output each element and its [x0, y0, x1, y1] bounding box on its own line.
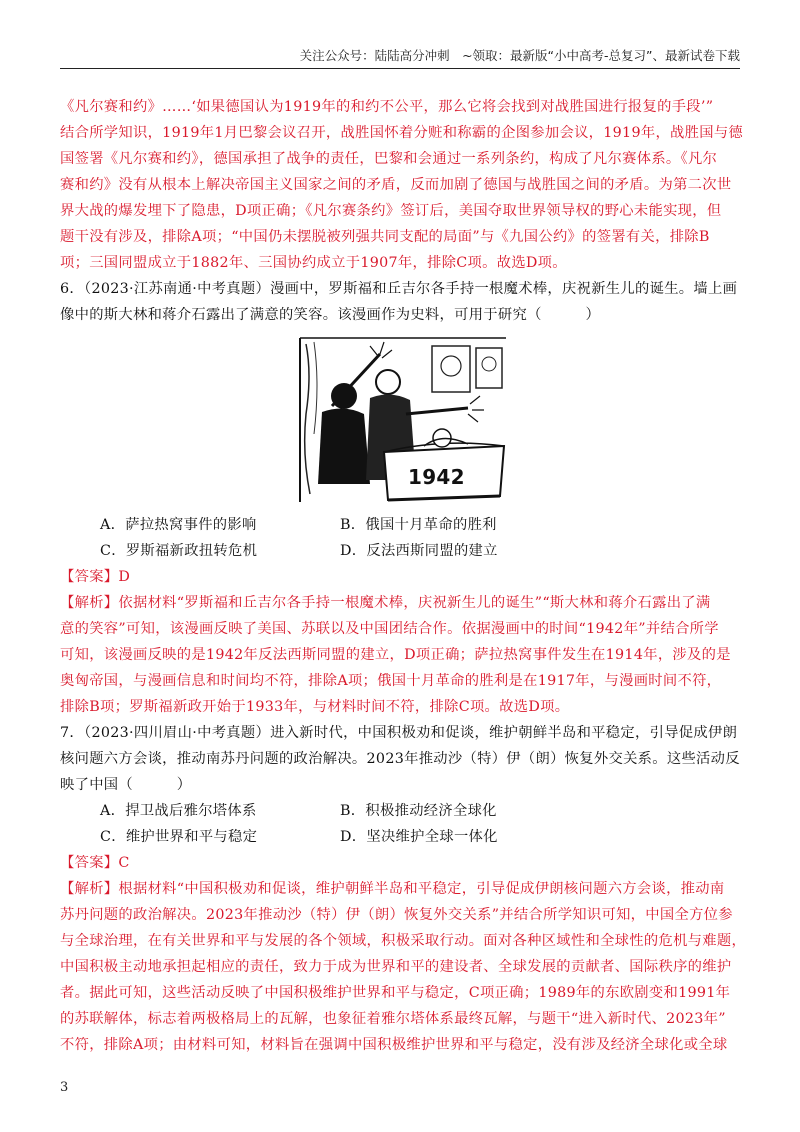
option-d[interactable]: D．反法西斯同盟的建立	[340, 543, 498, 559]
text-line: 《凡尔赛和约》……‘如果德国认为1919年的和约不公平，那么它将会找到对战胜国进行报复的手段’”	[60, 99, 714, 115]
question-stem-line: 像中的斯大林和蒋介石露出了满意的笑容。该漫画作为史料，可用于研究（ ）	[60, 307, 601, 323]
text-line: 结合所学知识，1919年1月巴黎会议召开，战胜国怀着分赃和称霸的企图参加会议，1919年，战胜国与德	[60, 125, 744, 141]
text-line: 意的笑容”可知，该漫画反映了美国、苏联以及中国团结合作。依据漫画中的时间“1942年”并结合所学	[60, 621, 719, 637]
cartoon-illustration	[292, 334, 510, 504]
analysis	[60, 590, 750, 720]
text-line: 项；三国同盟成立于1882年、三国协约成立于1907年，排除C项。故选D项。	[60, 255, 567, 271]
text-line: 排除B项；罗斯福新政开始于1933年，与材料时间不符，排除C项。故选D项。	[60, 699, 570, 715]
page-content	[60, 94, 750, 1058]
text-line: 奥匈帝国，与漫画信息和时间均不符，排除A项；俄国十月革命的胜利是在1917年，与漫画时间不符，	[60, 673, 722, 689]
analysis	[60, 876, 750, 1058]
page-header	[60, 46, 740, 69]
option-c[interactable]: C．维护世界和平与稳定	[100, 829, 258, 845]
option-c[interactable]: C．罗斯福新政扭转危机	[100, 543, 258, 559]
answer: 【答案】C	[60, 855, 130, 871]
page-number: 3	[60, 1080, 69, 1095]
text-line: 者。据此可知，这些活动反映了中国积极维护世界和平与稳定，C项正确；1989年的东欧剧变和1991年	[60, 985, 731, 1001]
question-6	[60, 276, 750, 720]
text-line: 苏丹问题的政治解决。2023年推动沙（特）伊（朗）恢复外交关系”并结合所学知识可知，中国全方位参	[60, 907, 733, 923]
options-row	[60, 512, 750, 538]
text-line: 中国积极主动地承担起相应的责任，致力于成为世界和平的建设者、全球发展的贡献者、国际秩序的维护	[60, 959, 732, 975]
cartoon-image	[292, 334, 510, 504]
text-line: 依据材料“罗斯福和丘吉尔各手持一根魔术棒，庆祝新生儿的诞生”“斯大林和蒋介石露出了满	[118, 595, 711, 611]
option-d[interactable]: D．坚决维护全球一体化	[340, 829, 498, 845]
option-b[interactable]: B．积极推动经济全球化	[340, 803, 497, 819]
text-line: 赛和约》没有从根本上解决帝国主义国家之间的矛盾，反而加剧了德国与战胜国之间的矛盾。为第二次世	[60, 177, 732, 193]
option-b[interactable]: B．俄国十月革命的胜利	[340, 517, 497, 533]
header-text: 关注公众号：陆陆高分冲刺 ~领取：最新版“小中高考-总复习”、最新试卷下载	[299, 48, 740, 63]
text-line: 根据材料“中国积极劝和促谈，维护朝鲜半岛和平稳定，引导促成伊朗核问题六方会谈，推动南	[118, 881, 725, 897]
text-line: 的苏联解体，标志着两极格局上的瓦解，也象征着雅尔塔体系最终瓦解，与题干“进入新时代、2023年”	[60, 1011, 726, 1027]
options-row	[60, 538, 750, 564]
text-line: 可知，该漫画反映的是1942年反法西斯同盟的建立，D项正确；萨拉热窝事件发生在1914年，涉及的是	[60, 647, 731, 663]
analysis-tag: 【解析】	[60, 595, 119, 611]
answer: 【答案】D	[60, 569, 131, 585]
options-row	[60, 824, 750, 850]
question-stem-line: 6．（2023·江苏南通·中考真题）漫画中，罗斯福和丘吉尔各手持一根魔术棒，庆祝新生儿的诞生。墙上画	[60, 281, 738, 297]
text-line: 与全球治理，在有关世界和平与发展的各个领域，积极采取行动。面对各种区域性和全球性的危机与难题，	[60, 933, 747, 949]
question-7	[60, 720, 750, 1058]
text-line: 题干没有涉及，排除A项；“中国仍未摆脱被列强共同支配的局面”与《九国公约》的签署有关，排除B	[60, 229, 710, 245]
option-a[interactable]: A．捍卫战后雅尔塔体系	[100, 803, 257, 819]
cartoon-year-label: 1942	[408, 465, 465, 489]
question-stem-line: 映了中国（ ）	[60, 777, 192, 793]
options-row	[60, 798, 750, 824]
text-line: 国签署《凡尔赛和约》，德国承担了战争的责任，巴黎和会通过一系列条约，构成了凡尔赛体系。《凡尔	[60, 151, 718, 167]
question-stem-line: 核问题六方会谈，推动南苏丹问题的政治解决。2023年推动沙（特）伊（朗）恢复外交关系。这些活动反	[60, 751, 740, 767]
prev-analysis	[60, 94, 750, 276]
option-a[interactable]: A．萨拉热窝事件的影响	[100, 517, 257, 533]
text-line: 界大战的爆发埋下了隐患，D项正确；《凡尔赛条约》签订后，美国夺取世界领导权的野心未能实现，但	[60, 203, 722, 219]
question-stem-line: 7．（2023·四川眉山·中考真题）进入新时代，中国积极劝和促谈，维护朝鲜半岛和平稳定，引导促成伊朗	[60, 725, 738, 741]
text-line: 不符，排除A项；由材料可知，材料旨在强调中国积极维护世界和平与稳定，没有涉及经济全球化或全球	[60, 1037, 728, 1053]
analysis-tag: 【解析】	[60, 881, 119, 897]
